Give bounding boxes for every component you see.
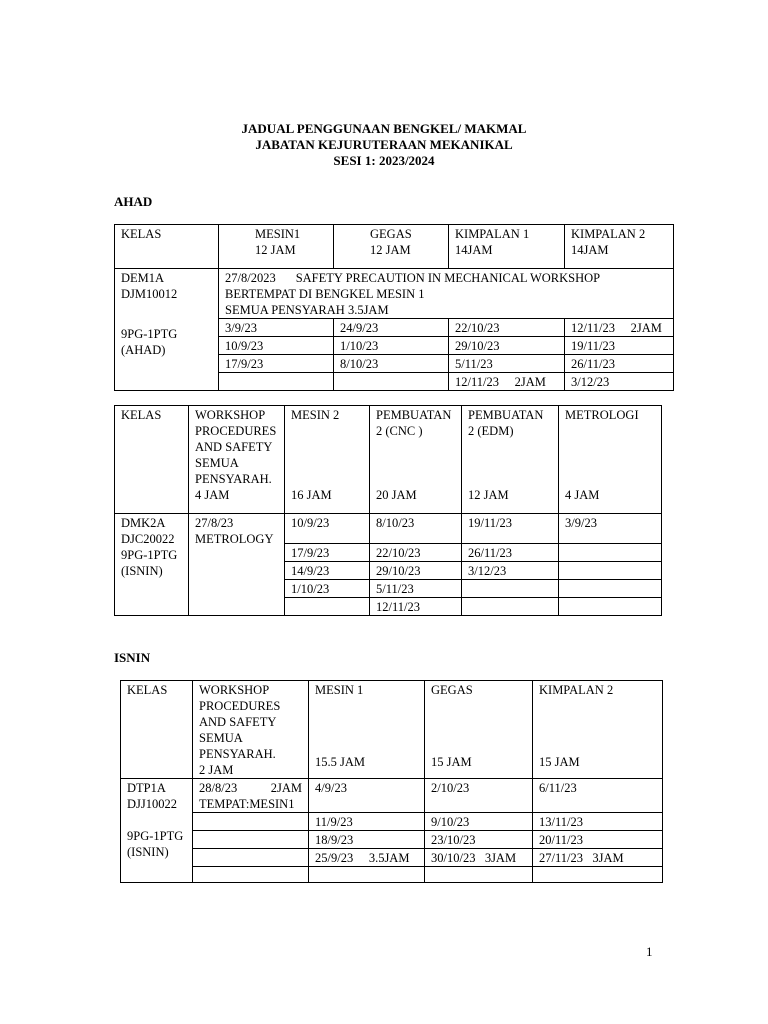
header-pembuatan-edm: PEMBUATAN 2 (EDM) 12 JAM [462,406,559,514]
schedule-table-dmk2a [114,405,662,616]
table-cell [559,598,662,616]
table-cell: 30/10/23 3JAM [425,849,533,867]
schedule-table-isnin [120,680,663,883]
table-cell: 9/10/23 [425,813,533,831]
page-number: 1 [646,944,653,959]
section-heading-ahad: AHAD [114,194,153,209]
table-header-row [115,225,674,269]
table-cell: 6/11/23 [533,779,663,813]
table-row [115,514,662,544]
table-cell: 10/9/23 [285,514,370,544]
title-line-2: JABATAN KEJURUTERAAN MEKANIKAL [255,137,513,152]
table-row [121,867,663,883]
header-mesin-1: MESIN 1 15.5 JAM [309,681,425,779]
table-header-row [121,681,663,779]
table-cell: 3/12/23 [462,562,559,580]
table-cell: 2/10/23 [425,779,533,813]
table-cell: 19/11/23 [565,337,674,355]
table-cell [285,598,370,616]
class-cell: DEM1A DJM10012 9PG-1PTG (AHAD) [115,269,219,391]
header-gegas: GEGAS 12 JAM [334,225,449,269]
workshop-session-cell: 28/8/23 2JAM TEMPAT:MESIN1 [193,779,309,813]
document-title [0,121,768,169]
table-cell [462,598,559,616]
table-cell [309,867,425,883]
class-cell: DTP1A DJJ10022 9PG-1PTG (ISNIN) [121,779,193,883]
table-cell: 17/9/23 [285,544,370,562]
table-cell: 5/11/23 [370,580,462,598]
header-pembuatan-cnc: PEMBUATAN 2 (CNC ) 20 JAM [370,406,462,514]
table-cell: 25/9/23 3.5JAM [309,849,425,867]
header-metrologi: METROLOGI 4 JAM [559,406,662,514]
header-workshop: WORKSHOP PROCEDURES AND SAFETY SEMUA PENSYARAH. 4 JAM [189,406,285,514]
table-cell: 1/10/23 [285,580,370,598]
header-kimpalan-2: KIMPALAN 2 14JAM [565,225,674,269]
header-gegas: GEGAS 15 JAM [425,681,533,779]
table-cell: 24/9/23 [334,319,449,337]
table-cell [193,849,309,867]
table-cell: 18/9/23 [309,831,425,849]
table-cell: 8/10/23 [370,514,462,544]
table-cell: 23/10/23 [425,831,533,849]
table-cell: 20/11/23 [533,831,663,849]
table-cell: 3/9/23 [219,319,334,337]
header-kelas: KELAS [115,406,189,514]
table-header-row [115,406,662,514]
table-cell [193,867,309,883]
table-cell [219,373,334,391]
table-cell [559,562,662,580]
table-cell [533,867,663,883]
table-cell: 4/9/23 [309,779,425,813]
table-cell: 29/10/23 [449,337,565,355]
table-cell: 17/9/23 [219,355,334,373]
table-cell [559,580,662,598]
header-mesin1: MESIN1 12 JAM [219,225,334,269]
header-kelas: KELAS [121,681,193,779]
title-line-1: JADUAL PENGGUNAAN BENGKEL/ MAKMAL [241,121,527,136]
table-cell: 19/11/23 [462,514,559,544]
table-cell: 26/11/23 [462,544,559,562]
table-cell [425,867,533,883]
table-row [121,813,663,831]
header-kelas: KELAS [115,225,219,269]
header-workshop: WORKSHOP PROCEDURES AND SAFETY SEMUA PENSYARAH. 2 JAM [193,681,309,779]
table-cell: 5/11/23 [449,355,565,373]
table-cell: 13/11/23 [533,813,663,831]
table-row [121,779,663,813]
table-cell: 12/11/23 2JAM [565,319,674,337]
table-cell: 22/10/23 [370,544,462,562]
table-cell [462,580,559,598]
table-cell [334,373,449,391]
table-cell: 22/10/23 [449,319,565,337]
title-line-3: SESI 1: 2023/2024 [333,153,435,168]
schedule-table-ahad [114,224,674,391]
class-cell: DMK2A DJC20022 9PG-1PTG (ISNIN) [115,514,189,616]
table-row [115,269,674,319]
header-mesin-2: MESIN 2 16 JAM [285,406,370,514]
table-cell: 10/9/23 [219,337,334,355]
table-cell [193,831,309,849]
intro-session-cell: 27/8/2023 SAFETY PRECAUTION IN MECHANICAL WORKSHOP BERTEMPAT DI BENGKEL MESIN 1 SEMUA PENSYARAH 3.5JAM [219,269,674,319]
table-cell: 26/11/23 [565,355,674,373]
table-row [121,849,663,867]
header-kimpalan-1: KIMPALAN 1 14JAM [449,225,565,269]
table-cell: 3/9/23 [559,514,662,544]
table-cell: 27/11/23 3JAM [533,849,663,867]
table-cell: 29/10/23 [370,562,462,580]
header-kimpalan-2: KIMPALAN 2 15 JAM [533,681,663,779]
table-cell: 11/9/23 [309,813,425,831]
section-heading-isnin: ISNIN [114,650,151,665]
table-cell: 12/11/23 2JAM [449,373,565,391]
table-cell: 3/12/23 [565,373,674,391]
workshop-session-cell: 27/8/23 METROLOGY [189,514,285,616]
table-cell: 12/11/23 [370,598,462,616]
table-cell [559,544,662,562]
table-cell: 14/9/23 [285,562,370,580]
table-cell: 8/10/23 [334,355,449,373]
table-cell: 1/10/23 [334,337,449,355]
table-cell [193,813,309,831]
table-row [121,831,663,849]
